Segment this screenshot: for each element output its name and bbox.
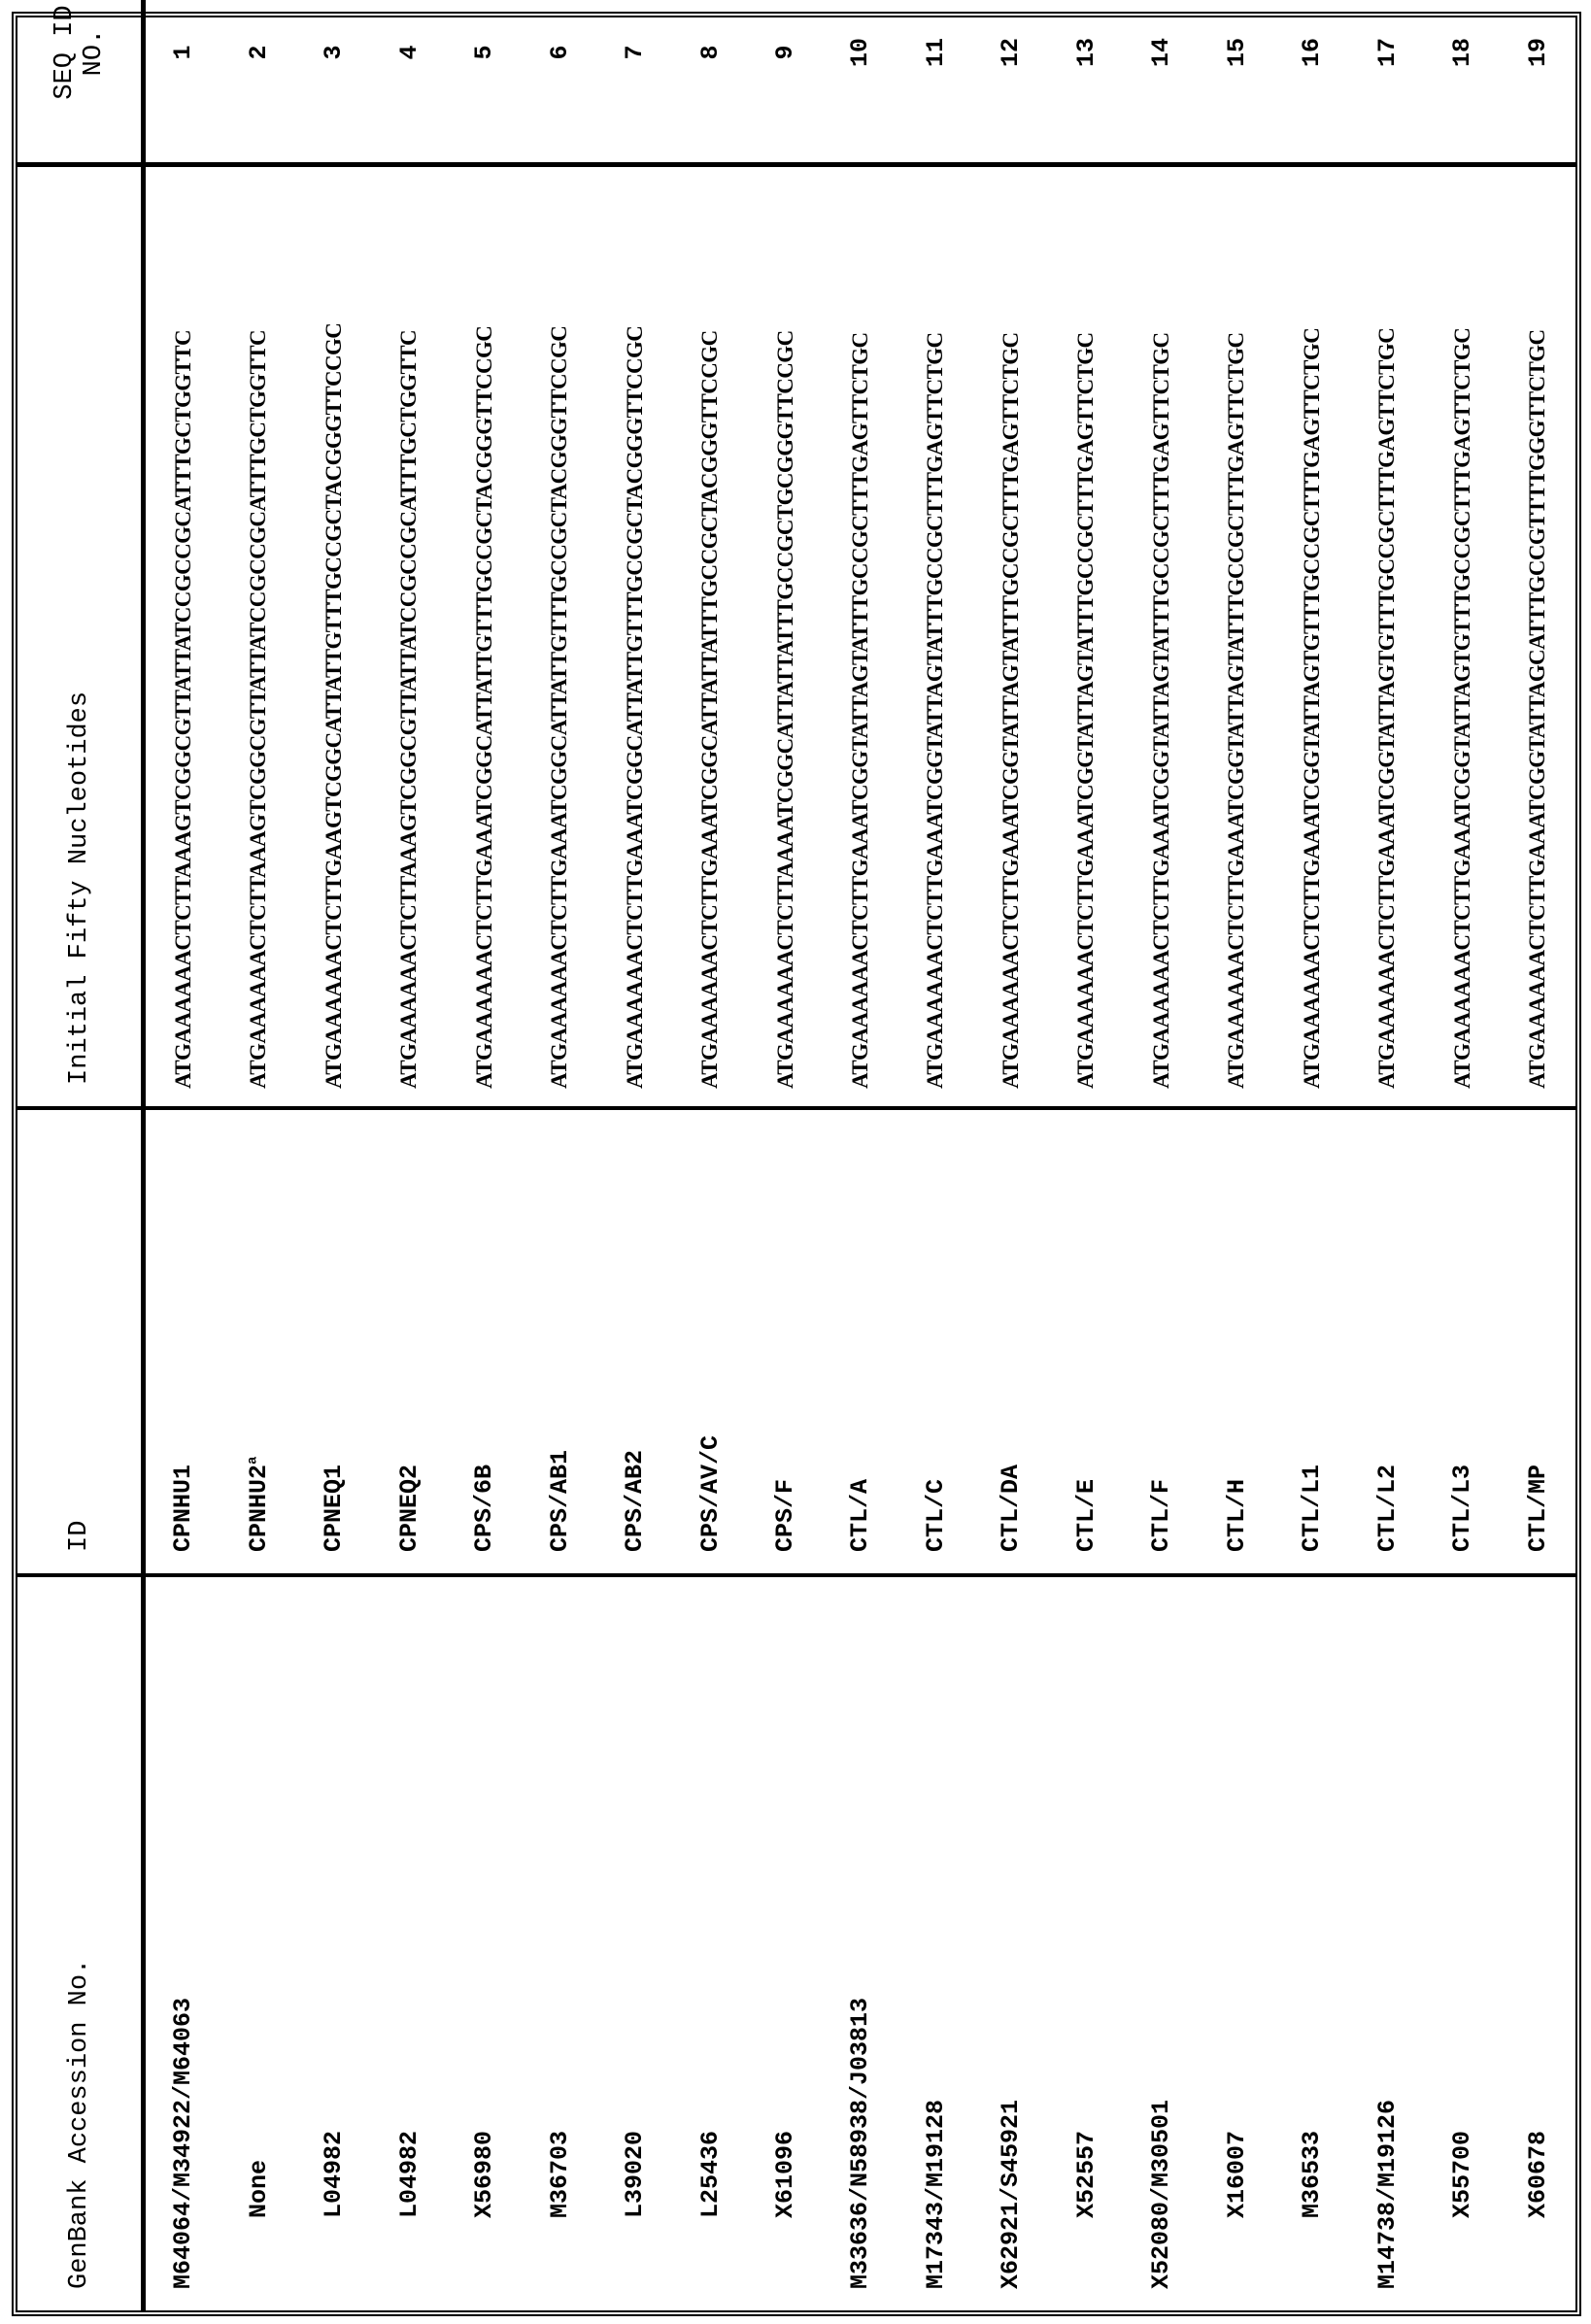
id-text: CTL/H <box>1223 1479 1251 1552</box>
sequence-cell: ATGAAAAAACTCTTGAAATCGGTATTAGTATTTGCCGCTTTGAGTTCTGC <box>1124 165 1199 1109</box>
seq-id-number: 6 <box>522 0 596 165</box>
sequence-cell: ATGAAAAAACTCTTAAAGTCGGCGTTATTATCCGCCGCATTTGCTGGTTC <box>220 165 295 1109</box>
table-row <box>447 0 522 2310</box>
id-text: CTL/MP <box>1524 1465 1552 1552</box>
sequence-cell: ATGAAAAAACTCTTAAAGTCGGCGTTATTATCCGCCGCATTTGCTGGTTC <box>371 165 446 1109</box>
accession-cell: M36703 <box>522 1575 596 2310</box>
accession-cell: M14738/M19126 <box>1350 1575 1425 2310</box>
seq-id-number: 9 <box>748 0 823 165</box>
accession-cell: M33636/N58938/J03813 <box>823 1575 897 2310</box>
id-text: CTL/C <box>922 1479 950 1552</box>
id-text: CTL/L1 <box>1298 1465 1326 1552</box>
sequence-cell: ATGAAAAAACTCTTGAAGTCGGCATTATTGTTTGCCGCTACGGGTTCCGC <box>296 165 371 1109</box>
sequence-cell: ATGAAAAAACTCTTGAAATCGGTATTAGTATTTGCCGCTTTGAGTTCTGC <box>1200 165 1274 1109</box>
seq-id-number: 5 <box>447 0 522 165</box>
id-cell <box>597 1108 672 1575</box>
footnote-mark: a <box>245 1457 260 1465</box>
id-text: CPNHU2 <box>245 1465 273 1552</box>
id-cell <box>371 1108 446 1575</box>
header-nucleotides: Initial Fifty Nucleotides <box>17 165 144 1109</box>
id-text: CPS/F <box>771 1479 799 1552</box>
id-text: CPS/AV/C <box>696 1435 725 1552</box>
table-row <box>371 0 446 2310</box>
sequence-cell: ATGAAAAAACTCTTGAAATCGGTATTAGTATTTGCCGCTTTGAGTTCTGC <box>1049 165 1124 1109</box>
table-row <box>973 0 1048 2310</box>
id-cell <box>296 1108 371 1575</box>
table-row <box>1049 0 1124 2310</box>
header-seq-id-line2: NO. <box>80 0 109 162</box>
sequence-cell: ATGAAAAAACTCTTGAAATCGGCATTATTGTTTGCCGCTACGGGTTCCGC <box>447 165 522 1109</box>
id-text: CTL/E <box>1072 1479 1100 1552</box>
seq-id-number: 15 <box>1200 0 1274 165</box>
id-cell <box>144 1108 221 1575</box>
seq-id-number: 19 <box>1500 0 1575 165</box>
sequence-cell: ATGAAAAAACTCTTGAAATCGGCATTATTATTTGCCGCTACGGGTTCCGC <box>672 165 747 1109</box>
seq-id-number: 2 <box>220 0 295 165</box>
accession-cell: X61096 <box>748 1575 823 2310</box>
table-row <box>144 0 221 2310</box>
id-cell <box>748 1108 823 1575</box>
accession-cell: M36533 <box>1274 1575 1349 2310</box>
id-text: CPS/AB1 <box>546 1450 574 1552</box>
accession-cell: X60678 <box>1500 1575 1575 2310</box>
accession-cell: X62921/S45921 <box>973 1575 1048 2310</box>
sequence-cell: ATGAAAAAACTCTTGAAATCGGTATTAGTATTTGCCGCTTTGAGTTCTGC <box>898 165 973 1109</box>
sequence-cell: ATGAAAAAACTCTTAAAATCGGCATTATTATTTGCCGCTGCGGGTTCCGC <box>748 165 823 1109</box>
accession-cell: X56980 <box>447 1575 522 2310</box>
id-cell <box>1124 1108 1199 1575</box>
id-cell <box>1500 1108 1575 1575</box>
sequence-cell: ATGAAAAAACTCTTGAAATCGGTATTAGTGTTTGCCGCTTTGAGTTCTGC <box>1425 165 1500 1109</box>
id-cell <box>1350 1108 1425 1575</box>
accession-cell: L39020 <box>597 1575 672 2310</box>
accession-cell: L04982 <box>296 1575 371 2310</box>
header-seq-id-line1: SEQ ID <box>51 0 80 162</box>
seq-id-number: 3 <box>296 0 371 165</box>
table-row <box>1124 0 1199 2310</box>
accession-cell: X55700 <box>1425 1575 1500 2310</box>
table-row <box>1200 0 1274 2310</box>
id-text: CPNHU1 <box>169 1465 197 1552</box>
id-cell <box>973 1108 1048 1575</box>
id-text: CTL/DA <box>997 1465 1025 1552</box>
id-text: CPNEQ2 <box>395 1465 423 1552</box>
table-row <box>1350 0 1425 2310</box>
table-row <box>1274 0 1349 2310</box>
table-row <box>898 0 973 2310</box>
table-row <box>672 0 747 2310</box>
id-text: CPS/6B <box>470 1465 498 1552</box>
seq-id-number: 8 <box>672 0 747 165</box>
seq-id-number: 7 <box>597 0 672 165</box>
table-row <box>220 0 295 2310</box>
nucleotide-table <box>17 0 1575 2310</box>
sequence-cell: ATGAAAAAACTCTTGAAATCGGCATTATTGTTTGCCGCTACGGGTTCCGC <box>522 165 596 1109</box>
table-row <box>296 0 371 2310</box>
sequence-cell: ATGAAAAAACTCTTGAAATCGGCATTATTGTTTGCCGCTACGGGTTCCGC <box>597 165 672 1109</box>
sequence-cell: ATGAAAAAACTCTTGAAATCGGTATTAGTATTTGCCGCTTTGAGTTCTGC <box>823 165 897 1109</box>
id-cell <box>1049 1108 1124 1575</box>
table-row <box>1425 0 1500 2310</box>
seq-id-number: 11 <box>898 0 973 165</box>
accession-cell: L25436 <box>672 1575 747 2310</box>
id-text: CTL/F <box>1147 1479 1175 1552</box>
header-id: ID <box>17 1108 144 1575</box>
table-row <box>1500 0 1575 2310</box>
id-cell <box>823 1108 897 1575</box>
id-text: CTL/L3 <box>1448 1465 1476 1552</box>
sequence-cell: ATGAAAAAACTCTTAAAGTCGGCGTTATTATCCGCCGCATTTGCTGGTTC <box>144 165 221 1109</box>
rotated-table-frame <box>12 12 1581 2316</box>
seq-id-number: 12 <box>973 0 1048 165</box>
sequence-cell: ATGAAAAAACTCTTGAAATCGGTATTAGTGTTTGCCGCTTTGAGTTCTGC <box>1274 165 1349 1109</box>
seq-id-number: 4 <box>371 0 446 165</box>
sequence-cell: ATGAAAAAACTCTTGAAATCGGTATTAGTATTTGCCGCTTTGAGTTCTGC <box>973 165 1048 1109</box>
seq-id-number: 13 <box>1049 0 1124 165</box>
id-cell <box>672 1108 747 1575</box>
table-row <box>522 0 596 2310</box>
accession-cell: M64064/M34922/M64063 <box>144 1575 221 2310</box>
accession-cell: X52080/M30501 <box>1124 1575 1199 2310</box>
seq-id-number: 18 <box>1425 0 1500 165</box>
accession-cell: X16007 <box>1200 1575 1274 2310</box>
id-cell <box>522 1108 596 1575</box>
header-seq-id <box>17 0 144 165</box>
id-cell <box>1200 1108 1274 1575</box>
seq-id-number: 1 <box>144 0 221 165</box>
sequence-cell: ATGAAAAAACTCTTGAAATCGGTATTAGTGTTTGCCGCTTTGAGTTCTGC <box>1350 165 1425 1109</box>
accession-cell: M17343/M19128 <box>898 1575 973 2310</box>
header-accession: GenBank Accession No. <box>17 1575 144 2310</box>
table-row <box>823 0 897 2310</box>
id-cell <box>1425 1108 1500 1575</box>
id-text: CTL/L2 <box>1373 1465 1402 1552</box>
id-text: CPNEQ1 <box>320 1465 348 1552</box>
seq-id-number: 16 <box>1274 0 1349 165</box>
id-cell <box>1274 1108 1349 1575</box>
table-row <box>748 0 823 2310</box>
table-row <box>597 0 672 2310</box>
seq-id-number: 10 <box>823 0 897 165</box>
accession-cell: X52557 <box>1049 1575 1124 2310</box>
header-row <box>17 0 144 2310</box>
accession-cell: L04982 <box>371 1575 446 2310</box>
seq-id-number: 14 <box>1124 0 1199 165</box>
id-cell <box>220 1108 295 1575</box>
id-text: CPS/AB2 <box>621 1450 649 1552</box>
id-cell <box>898 1108 973 1575</box>
sequence-cell: ATGAAAAAACTCTTGAAATCGGTATTAGCATTTGCCGTTTTGGGTTCTGC <box>1500 165 1575 1109</box>
id-text: CTL/A <box>846 1479 874 1552</box>
seq-id-number: 17 <box>1350 0 1425 165</box>
id-cell <box>447 1108 522 1575</box>
accession-cell: None <box>220 1575 295 2310</box>
